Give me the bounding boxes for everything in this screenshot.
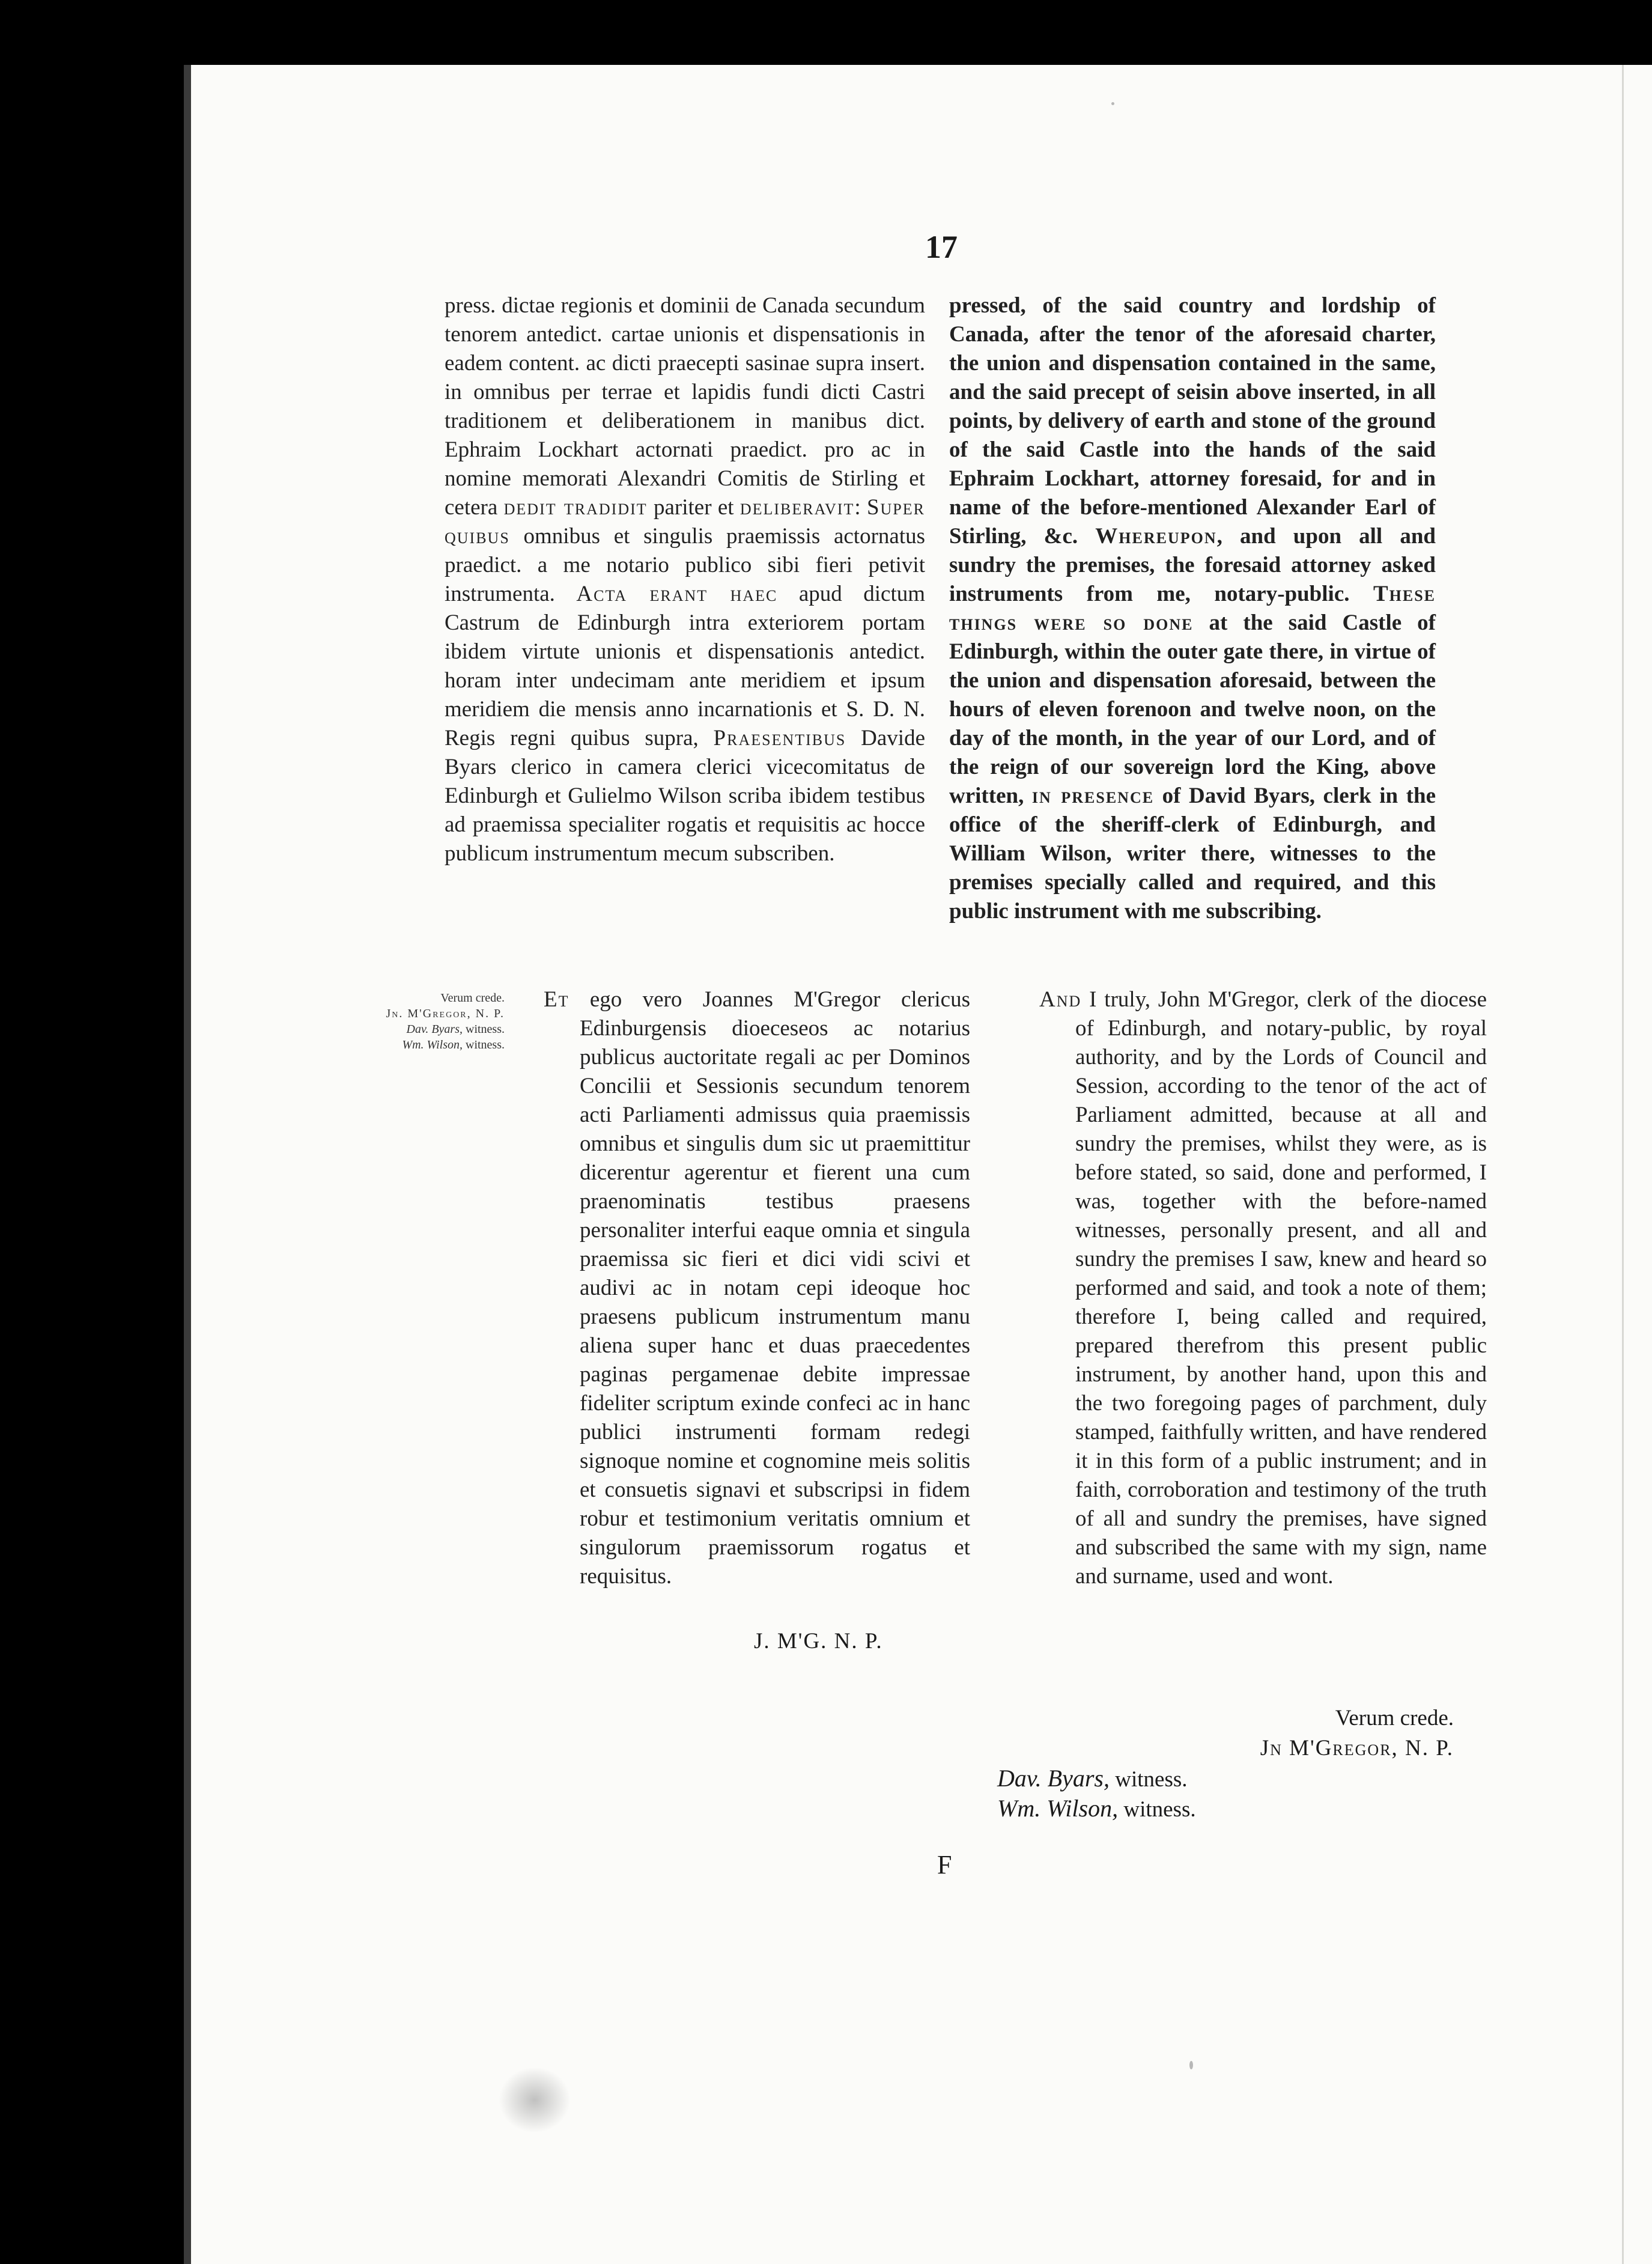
english-body-text: pressed, of the said country and lordship of Canada, after the tenor of the aforesaid charter, the union and dispensation contained in the same, and the said precept of seisin above inserted, in all points, by delivery of earth and stone of the ground of the said Castle into the hands of the said Ephraim Lockhart, attorney foresaid, for and in name of the before-mentioned Alexander Earl of Stirling, &c. [949,293,1436,549]
latin-body-column [445,291,925,868]
margin-witness-2-name: Wm. Wilson, [402,1038,463,1051]
english-body-text: at the said Castle of Edinburgh, within the outer gate there, in virtue of the union and dispensation aforesaid, between the hours of eleven forenoon and twelve noon, on the day of the month, in the year of our Lord, and of the reign of our sovereign lord the King, above written, [949,610,1436,808]
latin-smallcaps: Super quibus [445,495,925,549]
latin-cert-text: ego vero Joannes M'Gregor clericus Edinburgensis dioeceseos ac notarius publicus auctoritate regali ac per Dominos Concilii et Sessionis secundum tenorem acti Parliamenti admissus quia praemissis omnibus et singulis dum sic ut praemittitur dicerentur agerentur et fierent una cum praenominatis testibus praesens personaliter interfui eaque omnia et singula praemissa sic fieri et dici vidi scivi et audivi ac in notam cepi ideoque hoc praesens publicum instrumentum manu aliena super hanc et duas praecedentes paginas pergamenae debite impressae fideliter scriptum exinde confeci ac in hanc publici instrumenti formam redegi signoque nomine et cognomine meis solitis et consuetis signavi et subscripsi in fidem robur et testimonium veritatis omnium et singulorum praemissorum rogatus et requisitus. [569,987,970,1589]
scan-speck [1111,102,1114,105]
english-body-text: of David Byars, clerk in the office of the sheriff-clerk of Edinburgh, and William Wilson, writer there, witnesses to the premises specially called and required, and this public instrument with me subscribing. [949,784,1436,924]
margin-notary-name: Jn. M'Gregor, N. P. [386,1007,505,1020]
latin-body-text: press. dictae regionis et dominii de Canada secundum tenorem antedict. cartae unionis et dispensationis in eadem content. ac dicti praecepti sasinae supra insert. in omnibus per terrae et lapidis fundi dicti Castri traditionem et deliberationem in manibus dict. Ephraim Lockhart actornati praedict. pro ac in nomine memorati Alexandri Comitis de Stirling et cetera [445,293,925,520]
latin-smallcaps: dedit tradidit [503,495,648,520]
latin-smallcaps: Praesentibus [713,726,846,750]
latin-body-text: Davide Byars clerico in camera clerici vicecomitatus de Edinburgh et Gulielmo Wilson scriba ibidem testibus ad praemissa specialiter rogatis et requisitis ac hocce publicum instrumentum mecum subscriben. [445,726,925,866]
margin-witness-2-role: witness. [463,1038,505,1051]
english-cert-text: I truly, John M'Gregor, clerk of the diocese of Edinburgh, and notary-public, by royal authority, and by the Lords of Council and Session, according to the tenor of the act of Parliament admitted, because at all and sundry the premises, whilst they were, as is before stated, so said, done and performed, I was, together with the before-named witnesses, personally present, and all and sundry the premises I saw, knew and heard so performed and said, and took a note of them; therefore I, being called and required, prepared therefrom this present public instrument, by another hand, upon this and the two foregoing pages of parchment, duly stamped, faithfully written, and have rendered it in this form of a public instrument; and in faith, corroboration and testimony of the truth of all and sundry the premises, have signed and subscribed the same with my sign, name and surname, used and wont. [1075,987,1487,1589]
english-cert-lead: And [1039,987,1082,1012]
signature-witness-2 [997,1794,1196,1825]
signature-witness-2-name: Wm. Wilson, [997,1795,1119,1822]
latin-smallcaps: deliberavit [739,495,855,520]
latin-notary-certificate [544,985,970,1591]
english-notary-certificate [1039,985,1487,1591]
english-smallcaps: in presence [1031,784,1155,808]
margin-witness-2 [324,1037,505,1053]
latin-body-text: pariter et [647,495,740,520]
english-smallcaps: Whereupon [1095,524,1217,549]
signature-witness-1 [997,1763,1188,1795]
printer-signature-mark: F [937,1850,952,1879]
margin-verum-crede: Verum crede. [440,991,505,1005]
margin-witness-1-role: witness. [463,1023,505,1036]
latin-cert-lead: Et [544,987,569,1012]
signature-witness-1-role: witness. [1110,1767,1188,1792]
margin-witness-1-name: Dav. Byars, [406,1023,463,1036]
page-binding-edge [184,65,191,2264]
page-fold-line [1622,65,1624,2264]
english-body-column [949,291,1436,926]
page-number: 17 [925,229,958,265]
english-body-text: , and upon all and sundry the premises, the foresaid attorney asked instruments from me, notary-public. [949,524,1436,606]
latin-smallcaps: Acta erant haec [576,582,778,606]
signature-notary-name: Jn M'Gregor, N. P. [1260,1736,1454,1760]
latin-body-text: : [854,495,867,520]
margin-witness-1 [324,1021,505,1037]
signature-witness-1-name: Dav. Byars, [997,1765,1110,1792]
scan-speck [1189,2061,1193,2069]
notary-initials: J. M'G. N. P. [754,1629,883,1654]
margin-attestation [324,990,505,1053]
latin-body-text: omnibus et singulis praemissis actornatus praedict. a me notario publico sibi fieri petivit instrumenta. [445,524,925,606]
scan-speck [499,2067,571,2133]
english-smallcaps: These things were so done [949,582,1436,635]
signature-verum-crede: Verum crede. [1335,1706,1454,1730]
signature-witness-2-role: witness. [1118,1797,1196,1822]
latin-body-text: apud dictum Castrum de Edinburgh intra exteriorem portam ibidem virtute unionis et dispensationis antedict. horam inter undecimam ante meridiem et ipsum meridiem die mensis anno incarnationis et S. D. N. Regis regni quibus supra, [445,582,926,750]
